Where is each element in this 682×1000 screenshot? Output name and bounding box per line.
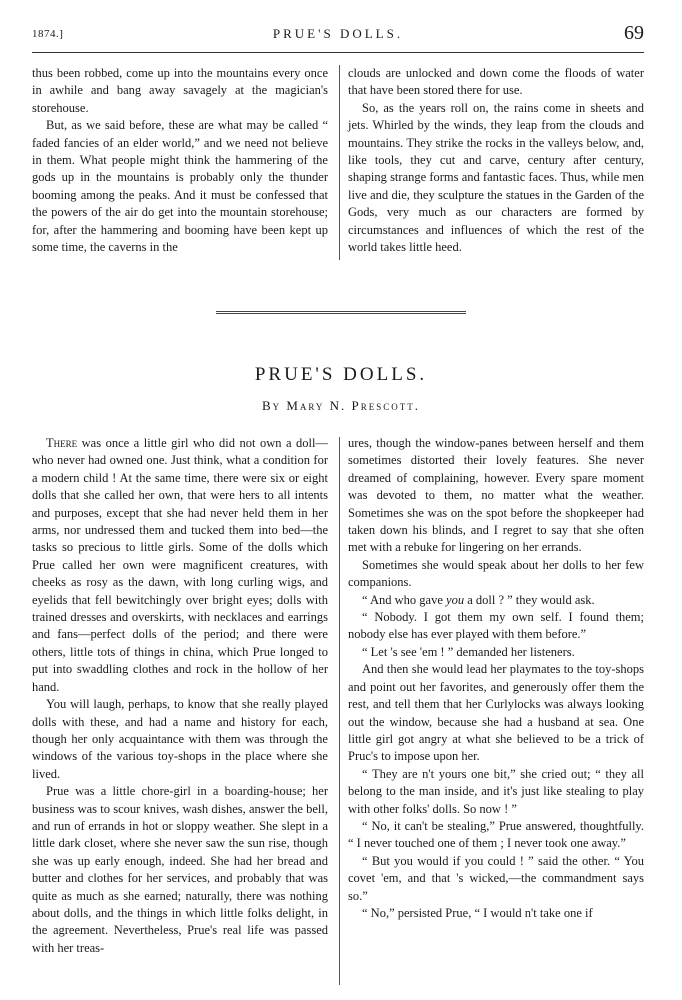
story-right-column — [348, 435, 644, 922]
story-left-column — [32, 435, 328, 957]
paragraph: “ But you would if you could ! ” said the other. “ You covet 'em, and that 's wicked,—the commandment says so.” — [348, 853, 644, 903]
paragraph: “ No,” persisted Prue, “ I would n't take one if — [362, 905, 593, 920]
paragraph: “ They are n't yours one bit,” she cried out; “ they all belong to the man inside, and it's just like stealing to play with other folks' dolls. So now ! ” — [348, 766, 644, 816]
byline-prefix: By — [261, 398, 282, 413]
story-byline — [0, 398, 682, 414]
opening-text: was once a little girl who did not own a doll—who never had owned one. Just think, what a condition for a modern child ! At the same time, there were six or eight dolls that she called her own, that were hers to all intents and purposes, except that she had never held them in her arms, nor undressed them and tucked them into bed—the tasks so precious to little girls. Some of the dolls which Prue called her own were magnificent creatures, with cheeks as rosy as the dawn, with long curling wigs, and eyelids that fell bewitchingly over bright eyes; dolls with trained dresses and overskirts, with necklaces and earrings and fans—perfect dolls of the period; and there were others, little tots of things in china, which Prue longed to put into swaddling clothes and rock in the hollow of her hand. — [32, 436, 328, 694]
running-title: PRUE'S DOLLS. — [272, 26, 404, 41]
opening-paragraph — [32, 435, 328, 696]
issue-year: 1874.] — [32, 28, 64, 40]
paragraph: ures, though the window-panes between herself and them sometimes distorted their lovely features. She never dreamed of complaining, however. Every spare moment was devoted to them, no matter what the weather. Sometimes she was on the spot before the shopkeeper had taken down his blinds, and I regret to say that she often met with a rebuke for lingering on her errands. — [348, 436, 644, 555]
column-rule — [339, 65, 340, 260]
paragraph: Sometimes she would speak about her dolls to her few companions. — [348, 557, 644, 590]
previous-article-right-column — [348, 65, 644, 256]
dialogue-text: a doll ? ” they would ask. — [464, 592, 595, 607]
paragraph: “ No, it can't be stealing,” Prue answered, thoughtfully. “ I never touched one of them ; I never took one away.” — [348, 818, 644, 851]
paragraph: Prue was a little chore-girl in a boarding-house; her business was to scour knives, wash dishes, answer the bell, and run of errands in hot or sloppy weather. She slept in a little dark closet, where she never saw the sun rise, though she was up early enough, indeed. She had her bread and butter and clothes for her services, and probably that was quite as much as she earned; naturally, there was nothing about dolls, and the things in which little folks delight, in the agreement. Nevertheless, Prue's real life was passed with her treas- — [32, 784, 328, 955]
column-rule — [339, 437, 340, 985]
paragraph: thus been robbed, come up into the mountains every once in awhile and bang away savagely at the magician's storehouse. — [32, 66, 328, 115]
story-title: PRUE'S DOLLS. — [254, 364, 428, 385]
section-divider — [216, 311, 466, 314]
paragraph: You will laugh, perhaps, to know that she really played dolls with these, and had a name and history for each, though her only acquaintance with them was through the windows of the various toy-shops in the place where she lived. — [32, 697, 328, 781]
paragraph: “ Let 's see 'em ! ” demanded her listeners. — [362, 644, 575, 659]
paragraph: But, as we said before, these are what may be called “ faded fancies of an elder world,” and we need not believe in them. What people might think the hammering of the gods up in the mountains is probably only the thunder booming among the peaks. And it must be confessed that the powers of the air do get into the mountain storehouse; for, after the hammering and booming have been kept up some time, the caverns in the — [32, 118, 328, 255]
emphasis-word: you — [446, 592, 465, 607]
divider-line — [216, 311, 466, 312]
paragraph: So, as the years roll on, the rains come in sheets and jets. Whirled by the winds, they leap from the clouds and mountains. They strike the rocks in the valleys below, and, like tools, they cut and carve, century after century, shaping strange forms and fantastic faces. Thus, while men live and die, they sculpture the statues in the Garden of the Gods, very much as our characters are formed by circumstances and influences of which the rest of the world takes little heed. — [348, 100, 644, 255]
page-number: 69 — [624, 22, 644, 44]
previous-article-left-column — [32, 65, 328, 256]
paragraph: clouds are unlocked and down come the floods of water that have been stored there for use. — [348, 66, 644, 98]
header-rule — [32, 52, 644, 53]
opening-word: There — [46, 436, 78, 450]
dialogue-paragraph — [348, 592, 644, 609]
dialogue-text: “ And who gave — [362, 592, 447, 607]
author-name: Mary N. Prescott. — [286, 398, 421, 413]
paragraph: And then she would lead her playmates to the toy-shops and point out her favorites, and generously offer them the rest, and tell them that her Curlylocks was always looking out the window, because she had a husband at sea. One little girl got angry at what she believed to be a trick of Pruc's to impose upon her. — [348, 662, 644, 764]
paragraph: “ Nobody. I got them my own self. I found them; nobody else has ever played with them before.” — [348, 610, 644, 642]
divider-line — [216, 313, 466, 314]
running-head — [32, 22, 644, 48]
